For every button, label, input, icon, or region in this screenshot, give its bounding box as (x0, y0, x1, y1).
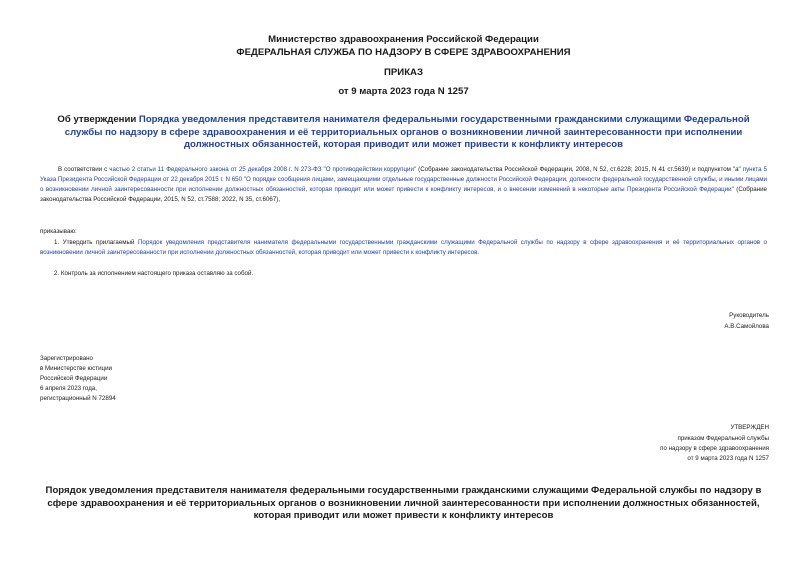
signature-name: А.В.Самойлова (724, 323, 769, 330)
decree-650-link[interactable]: пункта 5 Указа Президента Российской Федерации от 22 декабря 2015 г. N 650 "О порядке сообщения лицами, замещающими отдельные государственные должности Российской Федерации, должности федеральной государственной службы, и иными лицами о возникновении личной заинтересованности при исполнении должностных обязанностей, которая приводит или может привести к конфликту интересов, и о внесении изменений в некоторые акты Президента Российской Федерации" (40, 166, 767, 193)
registration-line-4: 6 апреля 2023 года, (40, 385, 97, 392)
approval-line-1: УТВЕРЖДЕН (730, 424, 769, 431)
service-name: ФЕДЕРАЛЬНАЯ СЛУЖБА ПО НАДЗОРУ В СФЕРЕ ЗДРАВООХРАНЕНИЯ (236, 47, 571, 58)
registration-line-1: Зарегистрировано (40, 355, 93, 362)
title-prefix: Об утверждении (57, 114, 139, 125)
preamble-paragraph (40, 165, 767, 205)
registration-line-3: Российской Федерации (40, 375, 108, 382)
preamble-text-2: (Собрание законодательства Российской Федерации, 2008, N 52, ст.6228; 2015, N 41 ст.5639) и подпунктом "а" (416, 166, 743, 173)
ministry-name: Министерство здравоохранения Российской Федерации (268, 34, 539, 45)
approval-line-3: по надзору в сфере здравоохранения (660, 445, 769, 452)
document-title (50, 114, 757, 152)
order-item-1 (40, 238, 767, 258)
law-273-fz-link[interactable]: частью 2 статьи 11 Федерального закона от 25 декабря 2008 г. N 273-ФЗ "О противодействии коррупции" (109, 166, 417, 173)
preamble-text-3: (Собрание законодательства Российской Федерации, 2015, N 52, ст.7588; 2022, N 35, ст.6067), (40, 186, 767, 203)
preamble-text-1: В соответствии с (58, 166, 110, 173)
registration-number: регистрационный N 72894 (40, 395, 116, 402)
document-date-number: от 9 марта 2023 года N 1257 (338, 86, 469, 97)
item-1-prefix: 1. Утвердить прилагаемый (54, 239, 138, 246)
order-word: приказываю: (40, 228, 77, 235)
order-item-2: 2. Контроль за исполнением настоящего приказа оставляю за собой. (54, 270, 254, 277)
procedure-link[interactable]: Порядок уведомления представителя нанимателя федеральными государственными гражданскими служащими Федеральной службы по надзору в сфере здравоохранения и её территориальных органов о возникновении личной заинтересованности при исполнении должностных обязанностей, которая приводит или может привести к конфликту интересов. (40, 239, 768, 256)
title-procedure-link[interactable]: Порядка уведомления представителя нанимателя федеральными государственными гражданскими служащими Федеральной службы по надзору в сфере здравоохранения и её территориальных органов о возникновении личной заинтересованности при исполнении должностных обязанностей, которая приводит или может привести к конфликту интересов (64, 114, 750, 151)
annex-title: Порядок уведомления представителя нанимателя федеральными государственными гражданскими служащими Федеральной службы по надзору в сфере здравоохранения и её территориальных органов о возникновении личной заинтересованности при исполнении должностных обязанностей, которая приводит или может привести к конфликту интересов (45, 485, 762, 522)
registration-line-2: в Министерстве юстиции (40, 365, 113, 372)
approval-line-2: приказом Федеральной службы (677, 435, 769, 442)
document-type: ПРИКАЗ (384, 67, 423, 78)
approval-line-4: от 9 марта 2023 года N 1257 (687, 455, 769, 462)
signature-role: Руководитель (729, 312, 769, 319)
